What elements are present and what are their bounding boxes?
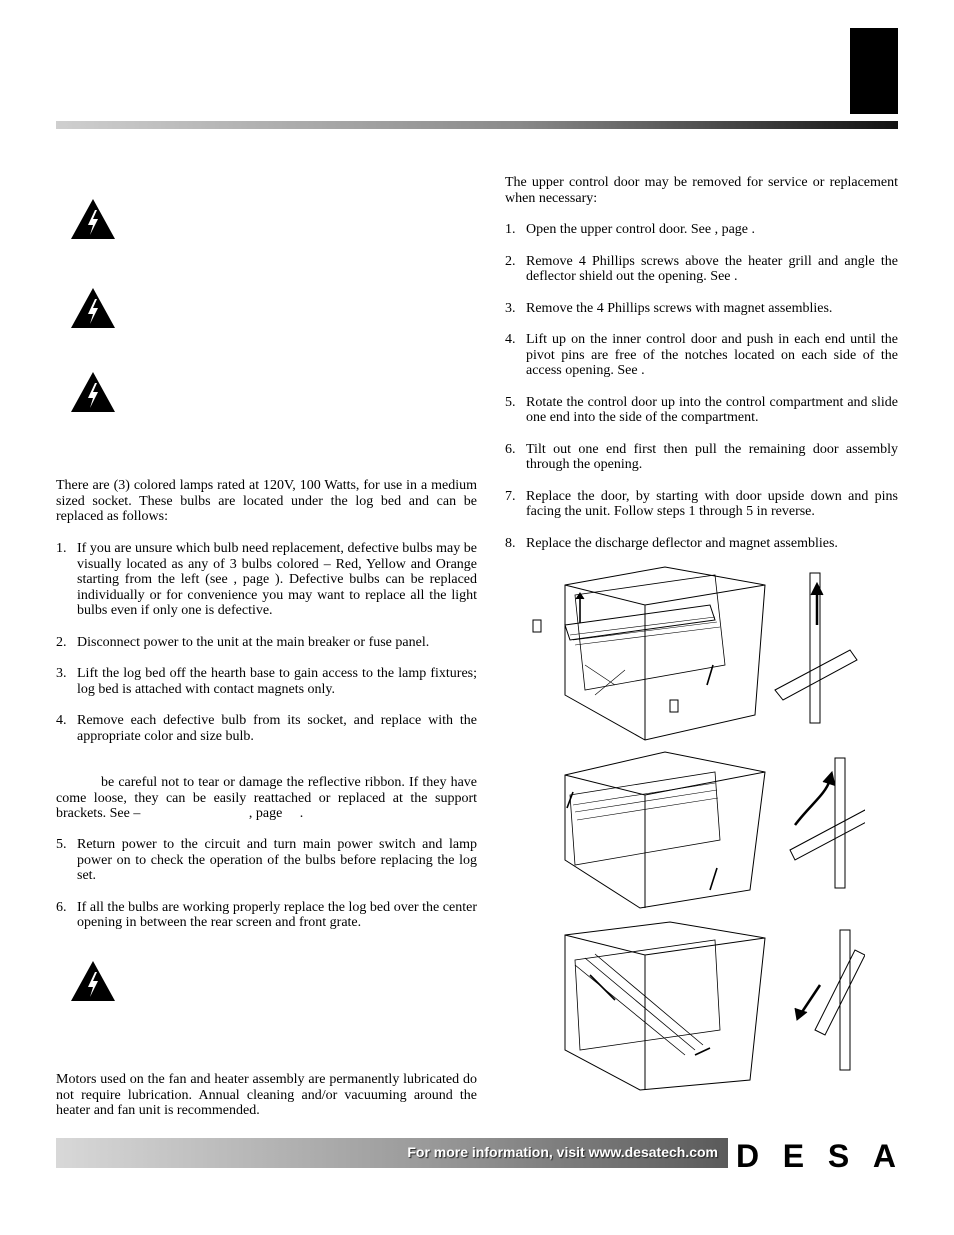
section-tab — [850, 28, 898, 114]
list-item: 2. Disconnect power to the unit at the main breaker or fuse panel. — [56, 634, 430, 650]
lamp-steps — [56, 541, 477, 744]
electric-warning-icon — [70, 371, 116, 413]
list-item: 3. Remove the 4 Phillips screws with magnet assemblies. — [505, 300, 833, 316]
svg-text:DESA: DESA — [736, 1138, 896, 1172]
list-item: 3. Lift the log bed off the hearth base to gain access to the lamp fixtures; log bed is attached with contact magnets only. — [56, 666, 477, 697]
list-item: 6. If all the bulbs are working properly replace the log bed over the center opening in between the rear screen and front grate. — [56, 899, 477, 930]
control-door-intro: The upper control door may be removed for service or replacement when necessary: — [505, 175, 898, 206]
list-item: 7. Replace the door, by starting with door upside down and pins facing the unit. Follow steps 1 through 5 in reverse. — [505, 488, 898, 519]
ribbon-note: be careful not to tear or damage the reflective ribbon. If they have come loose, they can be easily reattached or replaced at the support brackets. See – , page . — [56, 775, 481, 821]
lamp-steps-continued — [56, 837, 477, 931]
list-item: 4. Remove each defective bulb from its socket, and replace with the appropriate color and size bulb. — [56, 713, 477, 744]
door-removal-diagram — [545, 920, 865, 1095]
list-item: 5. Rotate the control door up into the control compartment and slide one end into the side of the compartment. — [505, 394, 898, 425]
electric-warning-icon — [70, 198, 116, 240]
electric-warning-icon — [70, 960, 116, 1002]
motors-paragraph: Motors used on the fan and heater assembly are permanently lubricated do not require lubrication. Annual cleaning and/or vacuuming around the heater and fan unit is recommended. — [56, 1072, 477, 1118]
list-item: 6. Tilt out one end first then pull the remaining door assembly through the opening. — [505, 441, 898, 472]
control-door-steps — [505, 222, 898, 551]
lamps-intro: There are (3) colored lamps rated at 120V, 100 Watts, for use in a medium sized socket. These bulbs are located under the log bed and can be replaced as follows: — [56, 478, 477, 524]
desa-logo — [736, 1138, 898, 1172]
list-item: 1. Open the upper control door. See , page . — [505, 222, 755, 237]
footer-bar — [56, 1138, 728, 1168]
inner-door-lift-diagram — [545, 750, 865, 910]
list-item: 8. Replace the discharge deflector and magnet assemblies. — [505, 535, 838, 551]
deflector-removal-diagram — [525, 565, 865, 745]
list-item: 5. Return power to the circuit and turn main power switch and lamp power on to check the operation of the bulbs before replacing the log set. — [56, 837, 477, 883]
list-item: 1. If you are unsure which bulb need replacement, defective bulbs may be visually located as any of 3 bulbs colored – Red, Yellow and Orange starting from the left (see , page ). Defective bulbs can be replaced individually or for convenience you may want to replace all the light bulbs even if only one is defective. — [56, 541, 477, 618]
header-rule — [56, 121, 898, 129]
list-item: 2. Remove 4 Phillips screws above the heater grill and angle the deflector shield out the opening. See . — [505, 253, 898, 284]
electric-warning-icon — [70, 287, 116, 329]
footer-website-link[interactable]: For more information, visit www.desatech.com — [407, 1144, 718, 1160]
list-item: 4. Lift up on the inner control door and push in each end until the pivot pins are free of the notches located on each side of the access opening. See . — [505, 332, 898, 378]
